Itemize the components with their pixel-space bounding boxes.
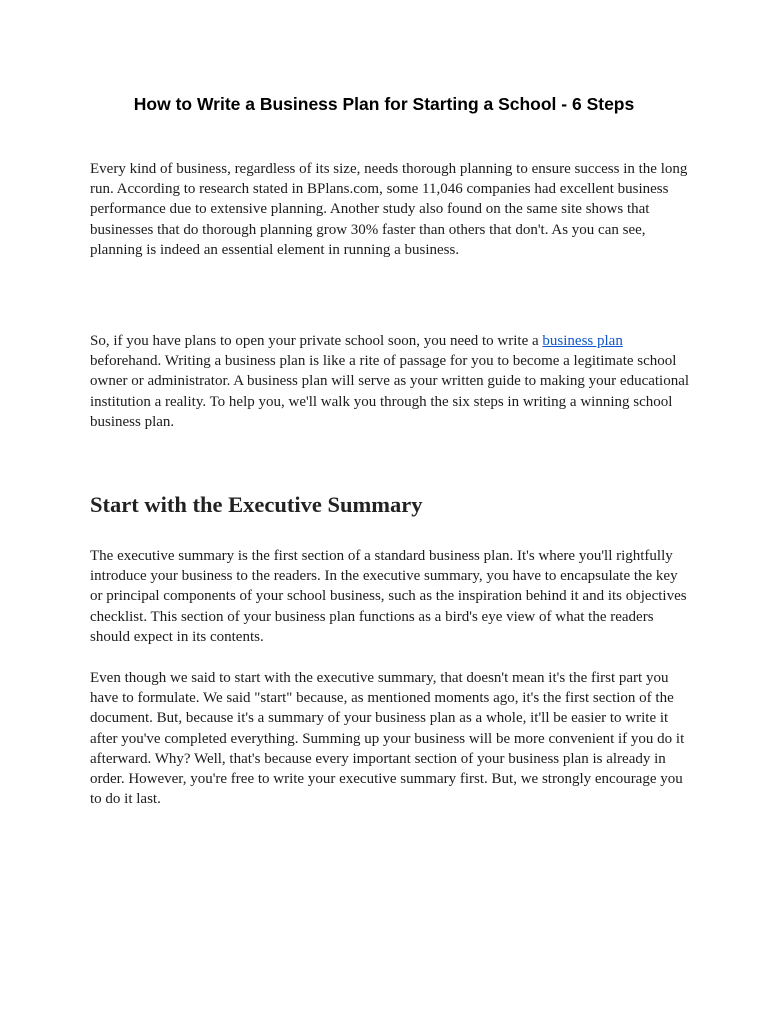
executive-summary-paragraph-2: Even though we said to start with the executive summary, that doesn't mean it's the first part you have to formulate. We said "start" because, as mentioned moments ago, it's the first section of the document. But, because it's a summary of your business plan as a whole, it'll be easier to write it after you've completed everything. Summing up your business will be more convenient if you do it afterward. Why? Well, that's because every important section of your business plan is already in order. However, you're free to write your executive summary first. But, we strongly encourage you to do it last. (90, 670, 685, 808)
second-paragraph-text-before-link: So, if you have plans to open your private school soon, you need to write a (90, 333, 543, 349)
business-plan-link[interactable]: business plan (542, 333, 623, 349)
second-paragraph-text-after-link: beforehand. Writing a business plan is like a rite of passage for you to become a legitimate school owner or administrator. A business plan will serve as your written guide to making your educational institution a reality. To help you, we'll walk you through the six steps in writing a winning school business plan. (90, 353, 690, 430)
executive-summary-paragraph-1: The executive summary is the first section of a standard business plan. It's where you'll rightfully introduce your business to the readers. In the executive summary, you have to encapsulate the key or principal components of your school business, such as the inspiration behind it and its objectives checklist. This section of your business plan functions as a bird's eye view of what the readers should expect in its contents. (90, 548, 687, 645)
section-heading-executive-summary: Start with the Executive Summary (90, 492, 423, 517)
document-title: How to Write a Business Plan for Starting a School - 6 Steps (133, 94, 635, 114)
intro-paragraph: Every kind of business, regardless of its size, needs thorough planning to ensure success in the long run. According to research stated in BPlans.com, some 11,046 companies had excellent business performance due to extensive planning. Another study also found on the same site shows that businesses that do thorough planning grow 30% faster than others that don't. As you can see, planning is indeed an essential element in running a business. (90, 161, 688, 258)
second-paragraph (90, 331, 690, 432)
